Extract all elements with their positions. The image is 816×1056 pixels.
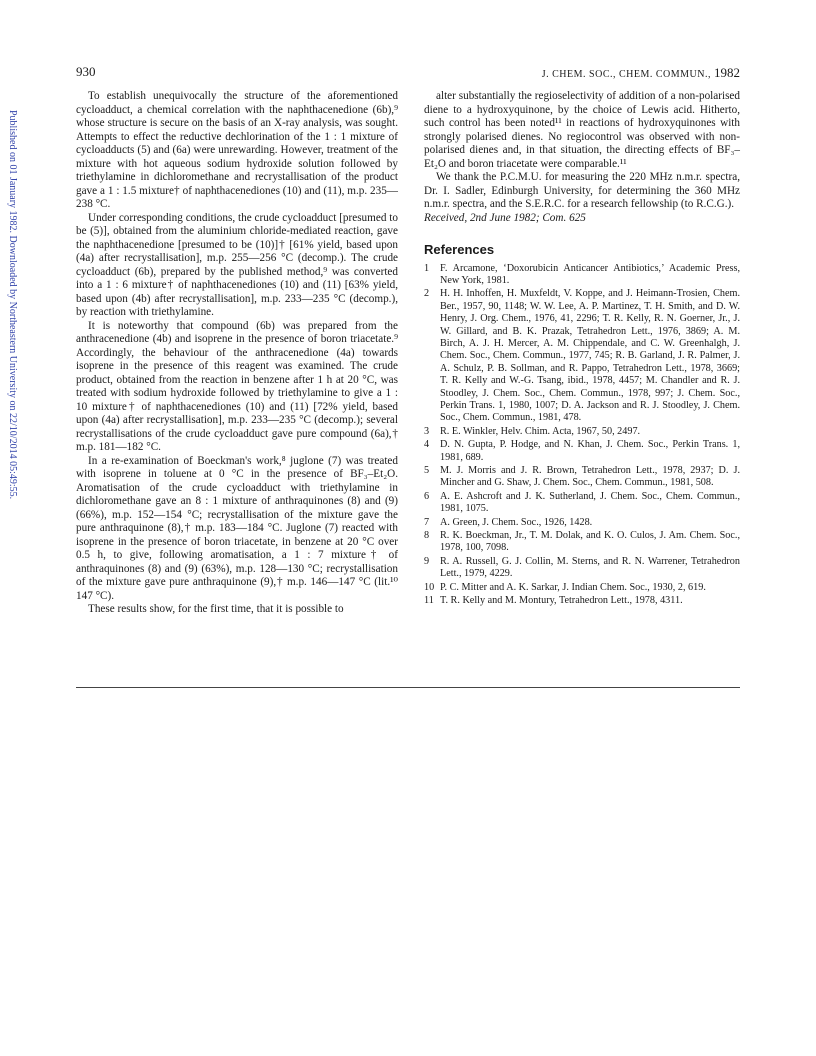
- references-heading: References: [424, 242, 495, 257]
- reference-text: A. Green, J. Chem. Soc., 1926, 1428.: [440, 516, 593, 528]
- reference-item: [424, 263, 740, 288]
- download-watermark-text: Published on 01 January 1982. Downloaded by Northeastern University on 22/10/2014 05:49:55.: [7, 110, 18, 500]
- received-line: Received, 2nd June 1982; Com. 625: [424, 211, 586, 224]
- reference-text: P. C. Mitter and A. K. Sarkar, J. Indian Chem. Soc., 1930, 2, 619.: [440, 581, 706, 593]
- reference-item: [424, 426, 740, 438]
- reference-number: 10: [424, 581, 435, 593]
- journal-year: 1982: [714, 65, 740, 80]
- paragraph: To establish unequivocally the structure of the aforementioned cycloadduct, a chemical correlation with the naphthacenedione (6b),⁹ whose structure is secure on the basis of an X-ray analysis, was sought. Attempts to effect the reductive dechlorination of the 1 : 1 mixture of cycloadducts (5) and (6a) were unrewarding. However, treatment of the mixture with hot aqueous sodium hydroxide solution followed by triethylamine in dichloromethane and recrystallisation of the product gave a 1 : 1.5 mixture† of naphthacenediones (10) and (11), m.p. 235—238 °C.: [76, 90, 398, 210]
- right-column: [424, 90, 740, 608]
- paragraph: In a re-examination of Boeckman's work,⁸ juglone (7) was treated with isoprene in toluene at 0 °C in the presence of BF₃–Et₂O. Aromatisation of the crude cycloadduct with triethylamine in dichloromethane gave an 8 : 1 mixture of anthraquinones (8) and (9) (66%), m.p. 152—154 °C; recrystallisation of the mixture gave the pure anthraquinone (8),† m.p. 183—184 °C. Juglone (7) reacted with isoprene in the presence of boron triacetate, in benzene at 20 °C over 0.5 h, to give, following aromatisation, a 1 : 7 mixture† of anthraquinones (8) and (9) (63%), m.p. 128—130 °C; recrystallisation of the mixture gave pure anthraquinone (9),† m.p. 146—147 °C (lit.¹⁰ 147 °C).: [76, 454, 398, 602]
- paragraph: alter substantially the regioselectivity of addition of a non-polarised diene to a hydroxyquinone, by the choice of Lewis acid. Hitherto, such control has been noted¹¹ in reactions of hydroxyquinones with strongly polarised dienes. No regiocontrol was observed with non-polarised dienes and, in that situation, the directing effects of BF₃–Et₂O and boron triacetate were comparable.¹¹: [424, 90, 740, 170]
- reference-number: 11: [424, 595, 434, 607]
- reference-item: [424, 595, 740, 607]
- reference-number: 3: [424, 425, 430, 437]
- reference-text: M. J. Morris and J. R. Brown, Tetrahedron Lett., 1978, 2937; D. J. Mincher and G. Shaw, J. Chem. Soc., Chem. Commun., 1981, 508.: [440, 465, 740, 489]
- paragraph: It is noteworthy that compound (6b) was prepared from the anthracenedione (4b) and isoprene in the presence of boron triacetate.⁹ Accordingly, the behaviour of the anthracenedione (4a) towards isoprene in the presence of this reagent was examined. The crude product, obtained from the reaction in benzene after 1 h at 20 °C, was treated with sodium hydroxide followed by triethylamine to give a 1 : 10 mixture† of naphthacenediones (10) and (11) [72% yield, based upon (4a) after recrystallisation], m.p. 233—235 °C (decomp.); several recrystallisations of the crude cycloadduct gave pure compound (6a),† m.p. 181—182 °C.: [76, 319, 398, 453]
- reference-text: R. K. Boeckman, Jr., T. M. Dolak, and K. O. Culos, J. Am. Chem. Soc., 1978, 100, 7098.: [440, 530, 740, 554]
- reference-number: 5: [424, 465, 430, 476]
- reference-number: 2: [424, 288, 430, 300]
- paragraph: Under corresponding conditions, the crude cycloadduct [presumed to be (5)], obtained from the aluminium chloride-mediated reaction, gave the naphthacenedione [presumed to be (10)]† [61% yield, based upon (4a) after recrystallisation], m.p. 255—256 °C (decomp.). The crude cycloadduct (6b), prepared by the published method,⁹ was converted into a 1 : 6 mixture† of naphthacenediones (10) and (11) [63% yield, based upon (4b) after recrystallisation], m.p. 233—235 °C (decomp.), by reaction with triethylamine.: [76, 211, 398, 318]
- reference-number: 4: [424, 439, 430, 451]
- reference-number: 9: [424, 555, 430, 567]
- reference-item: [424, 556, 740, 581]
- reference-item: [424, 582, 740, 594]
- page-number: 930: [76, 64, 96, 79]
- reference-item: [424, 288, 740, 424]
- reference-text: H. H. Inhoffen, H. Muxfeldt, V. Koppe, and J. Heimann-Trosien, Chem. Ber., 1957, 90, 1148; W. W. Lee, A. P. Martinez, T. H. Smith, and D. W. Henry, J. Org. Chem., 1976, 41, 2296; T. R. Kelly, R. N. Goerner, Jr., J. W. Gillard, and B. K. Prazak, Tetrahedron Lett., 1976, 3869; A. M. Birch, A. J. H. Mercer, A. M. Chippendale, and C. W. Greenhalgh, J. Chem. Soc., Chem. Commun., 1977, 745; R. B. Garland, J. R. Palmer, J. A. Schulz, P. B. Sollman, and R. Pappo, Tetrahedron Lett., 1978, 3669; T. R. Kelly and W.-G. Tsang, ibid., 1978, 4457; M. Chandler and R. J. Stoodley, J. Chem. Soc., Chem. Commun., 1978, 997; J. Chem. Soc., Perkin Trans. 1, 1980, 1007; D. A. Jackson and R. J. Stoodley, J. Chem. Soc., Chem. Commun., 1981, 478.: [440, 288, 740, 424]
- running-head: [542, 65, 740, 81]
- reference-number: 7: [424, 516, 430, 528]
- reference-item: [424, 530, 740, 555]
- left-column: [76, 90, 398, 617]
- reference-number: 6: [424, 490, 430, 502]
- reference-item: [424, 465, 740, 490]
- journal-name: J. CHEM. SOC., CHEM. COMMUN.,: [541, 69, 711, 80]
- reference-text: F. Arcamone, ‘Doxorubicin Anticancer Antibiotics,’ Academic Press, New York, 1981.: [440, 262, 740, 286]
- acknowledgement: We thank the P.C.M.U. for measuring the 220 MHz n.m.r. spectra, Dr. I. Sadler, Edinburgh University, for determining the 360 MHz n.m.r. spectra, and the S.E.R.C. for a research fellowship (to R.C.G.).: [424, 171, 740, 210]
- reference-text: R. E. Winkler, Helv. Chim. Acta, 1967, 50, 2497.: [440, 425, 641, 437]
- reference-text: A. E. Ashcroft and J. K. Sutherland, J. Chem. Soc., Chem. Commun., 1981, 1075.: [440, 490, 740, 515]
- reference-item: [424, 439, 740, 464]
- footer-rule: [76, 687, 740, 688]
- reference-text: T. R. Kelly and M. Montury, Tetrahedron Lett., 1978, 4311.: [440, 595, 683, 607]
- reference-list: [424, 263, 740, 608]
- reference-text: D. N. Gupta, P. Hodge, and N. Khan, J. Chem. Soc., Perkin Trans. 1, 1981, 689.: [440, 439, 740, 463]
- paragraph: These results show, for the first time, that it is possible to: [88, 603, 344, 615]
- reference-item: [424, 491, 740, 516]
- reference-item: [424, 517, 740, 529]
- reference-text: R. A. Russell, G. J. Collin, M. Sterns, and R. N. Warrener, Tetrahedron Lett., 1979, 4229.: [440, 555, 740, 580]
- download-watermark: [4, 110, 18, 690]
- reference-number: 8: [424, 530, 430, 542]
- reference-number: 1: [424, 262, 430, 274]
